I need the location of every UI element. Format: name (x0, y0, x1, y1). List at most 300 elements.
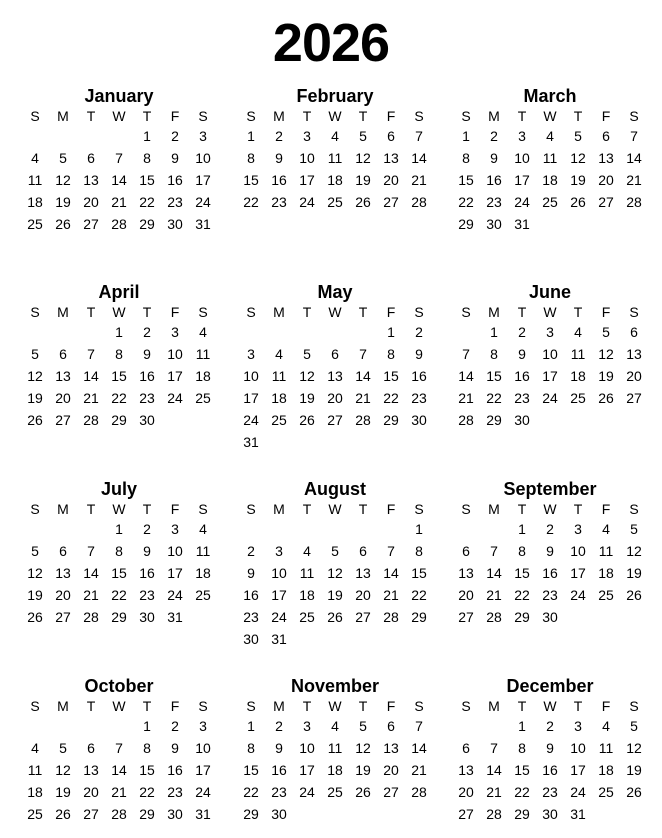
day-cell: 16 (167, 172, 183, 188)
weekday-header: F (601, 698, 611, 714)
day-cell: 26 (626, 784, 642, 800)
day-cell: 23 (411, 390, 427, 406)
day-cell: 6 (331, 346, 339, 362)
day-cell: 22 (111, 390, 127, 406)
weekday-header: F (170, 501, 180, 517)
day-cell: 17 (299, 172, 315, 188)
day-cell: 25 (542, 194, 558, 210)
day-cell: 18 (271, 390, 287, 406)
day-cell: 4 (602, 521, 610, 537)
day-cell: 29 (111, 609, 127, 625)
day-cell: 10 (514, 150, 530, 166)
day-cell: 8 (518, 543, 526, 559)
day-cell: 22 (383, 390, 399, 406)
weekday-header: S (414, 501, 424, 517)
day-cell: 30 (243, 631, 259, 647)
day-cell: 14 (411, 150, 427, 166)
day-cell: 20 (83, 784, 99, 800)
day-cell: 6 (462, 740, 470, 756)
weekday-header: T (302, 304, 312, 320)
day-cell: 9 (275, 150, 283, 166)
day-cell: 19 (27, 587, 43, 603)
day-cell: 14 (626, 150, 642, 166)
weekday-header: W (112, 108, 126, 124)
day-cell: 12 (570, 150, 586, 166)
day-cell: 1 (143, 718, 151, 734)
weekday-header: T (142, 501, 152, 517)
day-cell: 27 (55, 609, 71, 625)
day-cell: 9 (518, 346, 526, 362)
day-cell: 15 (514, 565, 530, 581)
day-cell: 4 (31, 150, 39, 166)
day-cell: 27 (626, 390, 642, 406)
day-cell: 7 (415, 128, 423, 144)
weekday-header: S (246, 501, 256, 517)
day-cell: 14 (83, 565, 99, 581)
day-cell: 11 (327, 740, 343, 756)
weekday-header: T (573, 698, 583, 714)
day-cell: 3 (199, 718, 207, 734)
day-cell: 10 (195, 150, 211, 166)
day-cell: 20 (598, 172, 614, 188)
day-cell: 28 (383, 609, 399, 625)
weekday-header: S (461, 108, 471, 124)
day-cell: 2 (143, 324, 151, 340)
day-cell: 12 (27, 368, 43, 384)
day-cell: 4 (574, 324, 582, 340)
day-cell: 23 (139, 390, 155, 406)
day-cell: 29 (411, 609, 427, 625)
day-cell: 17 (542, 368, 558, 384)
weekday-header: M (57, 304, 69, 320)
day-cell: 20 (83, 194, 99, 210)
day-cell: 25 (598, 784, 614, 800)
day-cell: 8 (247, 740, 255, 756)
weekday-header: W (112, 304, 126, 320)
weekday-header: M (488, 501, 500, 517)
day-cell: 29 (486, 412, 502, 428)
day-cell: 19 (355, 762, 371, 778)
day-cell: 15 (111, 565, 127, 581)
weekday-header: S (629, 304, 639, 320)
day-cell: 10 (167, 346, 183, 362)
day-cell: 15 (383, 368, 399, 384)
day-cell: 25 (570, 390, 586, 406)
weekday-header: S (30, 698, 40, 714)
day-cell: 18 (542, 172, 558, 188)
day-cell: 15 (411, 565, 427, 581)
weekday-header: T (142, 108, 152, 124)
day-cell: 21 (411, 762, 427, 778)
day-cell: 31 (243, 434, 259, 450)
weekday-header: W (543, 698, 557, 714)
weekday-header: S (30, 108, 40, 124)
day-cell: 4 (546, 128, 554, 144)
day-cell: 24 (299, 194, 315, 210)
day-cell: 11 (27, 762, 43, 778)
day-cell: 15 (139, 762, 155, 778)
month-title: April (98, 282, 140, 302)
day-cell: 19 (626, 762, 642, 778)
day-cell: 10 (570, 740, 586, 756)
day-cell: 14 (486, 762, 502, 778)
day-cell: 10 (570, 543, 586, 559)
day-cell: 9 (143, 543, 151, 559)
day-cell: 10 (243, 368, 259, 384)
day-cell: 10 (271, 565, 287, 581)
day-cell: 2 (490, 128, 498, 144)
day-cell: 26 (55, 806, 71, 822)
weekday-header: F (386, 501, 396, 517)
day-cell: 3 (275, 543, 283, 559)
day-cell: 21 (355, 390, 371, 406)
month-title: August (304, 479, 366, 499)
day-cell: 14 (486, 565, 502, 581)
weekday-header: M (488, 108, 500, 124)
day-cell: 4 (31, 740, 39, 756)
day-cell: 26 (55, 216, 71, 232)
day-cell: 26 (27, 412, 43, 428)
day-cell: 12 (55, 762, 71, 778)
weekday-header: T (302, 501, 312, 517)
day-cell: 24 (167, 390, 183, 406)
day-cell: 28 (486, 609, 502, 625)
day-cell: 29 (243, 806, 259, 822)
day-cell: 25 (27, 216, 43, 232)
day-cell: 9 (490, 150, 498, 166)
day-cell: 17 (570, 762, 586, 778)
day-cell: 4 (602, 718, 610, 734)
day-cell: 17 (167, 565, 183, 581)
day-cell: 19 (355, 172, 371, 188)
day-cell: 18 (327, 762, 343, 778)
day-cell: 12 (327, 565, 343, 581)
day-cell: 6 (59, 346, 67, 362)
day-cell: 17 (299, 762, 315, 778)
day-cell: 23 (542, 784, 558, 800)
day-cell: 5 (359, 128, 367, 144)
weekday-header: F (601, 108, 611, 124)
day-cell: 31 (195, 216, 211, 232)
weekday-header: W (543, 108, 557, 124)
day-cell: 24 (271, 609, 287, 625)
day-cell: 9 (143, 346, 151, 362)
day-cell: 21 (411, 172, 427, 188)
day-cell: 27 (83, 216, 99, 232)
day-cell: 25 (327, 784, 343, 800)
weekday-header: S (198, 698, 208, 714)
day-cell: 13 (355, 565, 371, 581)
weekday-header: S (30, 501, 40, 517)
day-cell: 21 (111, 784, 127, 800)
day-cell: 9 (171, 150, 179, 166)
day-cell: 22 (486, 390, 502, 406)
day-cell: 17 (243, 390, 259, 406)
day-cell: 31 (514, 216, 530, 232)
day-cell: 4 (303, 543, 311, 559)
day-cell: 13 (458, 565, 474, 581)
weekday-header: S (198, 304, 208, 320)
month-title: November (290, 676, 380, 696)
day-cell: 27 (458, 609, 474, 625)
day-cell: 27 (55, 412, 71, 428)
weekday-header: M (57, 698, 69, 714)
day-cell: 22 (139, 194, 155, 210)
day-cell: 23 (167, 194, 183, 210)
day-cell: 26 (626, 587, 642, 603)
weekday-header: W (112, 501, 126, 517)
day-cell: 26 (570, 194, 586, 210)
day-cell: 3 (574, 521, 582, 537)
day-cell: 12 (355, 740, 371, 756)
day-cell: 9 (546, 543, 554, 559)
day-cell: 13 (327, 368, 343, 384)
day-cell: 6 (630, 324, 638, 340)
day-cell: 10 (299, 740, 315, 756)
day-cell: 8 (143, 150, 151, 166)
day-cell: 9 (415, 346, 423, 362)
day-cell: 19 (626, 565, 642, 581)
day-cell: 21 (111, 194, 127, 210)
day-cell: 23 (139, 587, 155, 603)
weekday-header: T (517, 108, 527, 124)
day-cell: 8 (490, 346, 498, 362)
day-cell: 4 (275, 346, 283, 362)
weekday-header: W (328, 698, 342, 714)
day-cell: 19 (27, 390, 43, 406)
day-cell: 14 (355, 368, 371, 384)
day-cell: 7 (387, 543, 395, 559)
month-title: December (506, 676, 594, 696)
day-cell: 20 (458, 784, 474, 800)
day-cell: 2 (275, 128, 283, 144)
day-cell: 12 (598, 346, 614, 362)
year-title: 2026 (272, 13, 390, 73)
day-cell: 8 (115, 346, 123, 362)
weekday-header: T (517, 304, 527, 320)
weekday-header: S (198, 108, 208, 124)
day-cell: 14 (458, 368, 474, 384)
weekday-header: T (142, 304, 152, 320)
day-cell: 25 (195, 587, 211, 603)
day-cell: 22 (514, 587, 530, 603)
day-cell: 2 (415, 324, 423, 340)
weekday-header: M (273, 501, 285, 517)
day-cell: 12 (626, 740, 642, 756)
day-cell: 15 (486, 368, 502, 384)
day-cell: 30 (271, 806, 287, 822)
day-cell: 7 (490, 543, 498, 559)
day-cell: 13 (383, 150, 399, 166)
day-cell: 8 (143, 740, 151, 756)
day-cell: 1 (415, 521, 423, 537)
day-cell: 11 (27, 172, 43, 188)
day-cell: 1 (247, 718, 255, 734)
weekday-header: W (328, 304, 342, 320)
month-title: June (528, 282, 571, 302)
weekday-header: T (573, 501, 583, 517)
day-cell: 30 (514, 412, 530, 428)
day-cell: 21 (486, 784, 502, 800)
weekday-header: T (517, 698, 527, 714)
day-cell: 7 (359, 346, 367, 362)
month-title: February (296, 86, 374, 106)
day-cell: 5 (31, 346, 39, 362)
day-cell: 8 (115, 543, 123, 559)
day-cell: 16 (139, 368, 155, 384)
day-cell: 11 (598, 740, 614, 756)
day-cell: 5 (602, 324, 610, 340)
weekday-header: T (86, 304, 96, 320)
day-cell: 21 (626, 172, 642, 188)
day-cell: 1 (387, 324, 395, 340)
day-cell: 24 (514, 194, 530, 210)
day-cell: 27 (355, 609, 371, 625)
weekday-header: S (198, 501, 208, 517)
weekday-header: T (86, 698, 96, 714)
day-cell: 11 (598, 543, 614, 559)
day-cell: 26 (27, 609, 43, 625)
day-cell: 10 (167, 543, 183, 559)
weekday-header: F (601, 501, 611, 517)
day-cell: 18 (598, 565, 614, 581)
day-cell: 1 (490, 324, 498, 340)
day-cell: 3 (518, 128, 526, 144)
weekday-header: F (170, 698, 180, 714)
day-cell: 21 (383, 587, 399, 603)
day-cell: 24 (570, 587, 586, 603)
weekday-header: T (358, 501, 368, 517)
day-cell: 23 (271, 194, 287, 210)
day-cell: 24 (299, 784, 315, 800)
day-cell: 3 (199, 128, 207, 144)
day-cell: 7 (115, 150, 123, 166)
day-cell: 13 (458, 762, 474, 778)
weekday-header: S (629, 108, 639, 124)
day-cell: 16 (167, 762, 183, 778)
day-cell: 19 (55, 784, 71, 800)
day-cell: 5 (630, 521, 638, 537)
day-cell: 30 (167, 216, 183, 232)
day-cell: 24 (195, 194, 211, 210)
weekday-header: S (629, 501, 639, 517)
day-cell: 18 (327, 172, 343, 188)
day-cell: 18 (299, 587, 315, 603)
day-cell: 18 (570, 368, 586, 384)
day-cell: 16 (271, 172, 287, 188)
weekday-header: S (30, 304, 40, 320)
day-cell: 31 (167, 609, 183, 625)
day-cell: 19 (299, 390, 315, 406)
day-cell: 14 (111, 172, 127, 188)
day-cell: 10 (299, 150, 315, 166)
day-cell: 28 (83, 412, 99, 428)
day-cell: 14 (383, 565, 399, 581)
day-cell: 6 (359, 543, 367, 559)
day-cell: 27 (327, 412, 343, 428)
day-cell: 22 (411, 587, 427, 603)
weekday-header: M (488, 304, 500, 320)
day-cell: 29 (111, 412, 127, 428)
day-cell: 13 (83, 762, 99, 778)
day-cell: 18 (195, 565, 211, 581)
day-cell: 27 (383, 784, 399, 800)
day-cell: 11 (327, 150, 343, 166)
day-cell: 11 (570, 346, 586, 362)
day-cell: 1 (247, 128, 255, 144)
weekday-header: S (246, 108, 256, 124)
day-cell: 28 (486, 806, 502, 822)
day-cell: 27 (458, 806, 474, 822)
month-title: July (100, 479, 138, 499)
day-cell: 20 (327, 390, 343, 406)
day-cell: 3 (303, 128, 311, 144)
weekday-header: M (57, 108, 69, 124)
day-cell: 7 (415, 718, 423, 734)
day-cell: 28 (626, 194, 642, 210)
day-cell: 16 (514, 368, 530, 384)
day-cell: 28 (83, 609, 99, 625)
month-title: October (84, 676, 154, 696)
day-cell: 14 (83, 368, 99, 384)
day-cell: 23 (486, 194, 502, 210)
day-cell: 26 (355, 784, 371, 800)
day-cell: 4 (199, 521, 207, 537)
day-cell: 8 (387, 346, 395, 362)
day-cell: 21 (83, 587, 99, 603)
day-cell: 2 (247, 543, 255, 559)
day-cell: 5 (59, 740, 67, 756)
day-cell: 3 (303, 718, 311, 734)
weekday-header: F (170, 108, 180, 124)
day-cell: 17 (570, 565, 586, 581)
day-cell: 28 (458, 412, 474, 428)
day-cell: 27 (598, 194, 614, 210)
weekday-header: T (142, 698, 152, 714)
day-cell: 28 (411, 784, 427, 800)
day-cell: 2 (171, 718, 179, 734)
day-cell: 23 (271, 784, 287, 800)
day-cell: 29 (458, 216, 474, 232)
day-cell: 31 (271, 631, 287, 647)
day-cell: 8 (415, 543, 423, 559)
day-cell: 30 (139, 412, 155, 428)
day-cell: 3 (171, 324, 179, 340)
day-cell: 1 (462, 128, 470, 144)
day-cell: 24 (570, 784, 586, 800)
day-cell: 15 (139, 172, 155, 188)
day-cell: 31 (195, 806, 211, 822)
day-cell: 25 (299, 609, 315, 625)
day-cell: 17 (195, 172, 211, 188)
day-cell: 5 (331, 543, 339, 559)
weekday-header: T (573, 304, 583, 320)
day-cell: 5 (359, 718, 367, 734)
day-cell: 29 (139, 806, 155, 822)
day-cell: 16 (139, 565, 155, 581)
day-cell: 22 (243, 784, 259, 800)
day-cell: 29 (139, 216, 155, 232)
day-cell: 7 (462, 346, 470, 362)
day-cell: 2 (518, 324, 526, 340)
day-cell: 17 (195, 762, 211, 778)
day-cell: 29 (514, 806, 530, 822)
day-cell: 14 (111, 762, 127, 778)
day-cell: 7 (630, 128, 638, 144)
day-cell: 13 (55, 368, 71, 384)
weekday-header: S (414, 698, 424, 714)
day-cell: 20 (626, 368, 642, 384)
